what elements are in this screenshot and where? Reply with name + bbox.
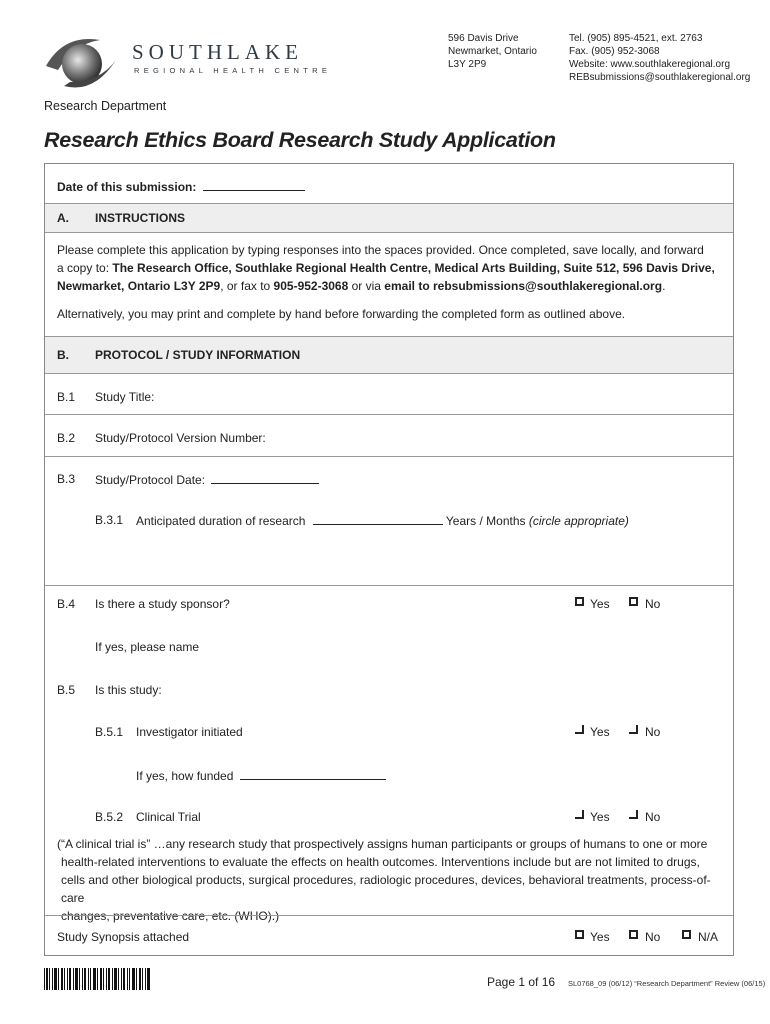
page-title: Research Ethics Board Research Study Application	[44, 128, 556, 152]
clinical-trial-label: Clinical Trial	[136, 810, 201, 824]
sponsor-no-checkbox[interactable]	[629, 597, 638, 606]
address-block: 596 Davis Drive Newmarket, Ontario L3Y 2P9	[448, 33, 537, 70]
b2-number: B.2	[57, 431, 76, 445]
investigator-initiated-label: Investigator initiated	[136, 725, 243, 739]
sponsor-yes-label: Yes	[590, 597, 610, 611]
instructions-alternative: Alternatively, you may print and complete by hand before forwarding the completed form as outlined above.	[57, 307, 626, 321]
b4-number: B.4	[57, 597, 76, 611]
date-submission-row: Date of this submission:	[57, 179, 305, 194]
b5-number: B.5	[57, 683, 76, 697]
investigator-yes-label: Yes	[590, 725, 610, 739]
section-b-letter: B.	[57, 348, 69, 362]
section-a-heading: INSTRUCTIONS	[95, 211, 185, 225]
study-title-label: Study Title:	[95, 390, 155, 404]
synopsis-no-checkbox[interactable]	[629, 930, 638, 939]
investigator-no-label: No	[645, 725, 661, 739]
synopsis-na-label: N/A	[698, 930, 719, 944]
protocol-date-row: Study/Protocol Date:	[95, 472, 319, 487]
b51-number: B.5.1	[95, 725, 124, 739]
department-label: Research Department	[44, 99, 167, 113]
southlake-logo-icon	[44, 30, 120, 94]
clinical-trial-definition: (“A clinical trial is” …any research study that prospectively assigns human participants or groups of humans to one or more health-related interventions to evaluate the effects on health outcomes. Interventions include but are not limited to drugs, cells and other biological products, surgical procedures, radiologic procedures, devices, behavioral treatments, process-of-care changes, preventative care, etc. (WHO).)	[57, 837, 711, 923]
b31-number: B.3.1	[95, 513, 124, 527]
barcode-icon	[44, 968, 151, 990]
investigator-no-checkbox[interactable]	[629, 725, 638, 734]
synopsis-label: Study Synopsis attached	[57, 930, 190, 944]
synopsis-na-checkbox[interactable]	[682, 930, 691, 939]
version-number-label: Study/Protocol Version Number:	[95, 431, 266, 445]
logo-name: SOUTHLAKE	[132, 40, 303, 64]
sponsor-name-label: If yes, please name	[95, 640, 200, 654]
section-a-letter: A.	[57, 211, 69, 225]
protocol-date-field[interactable]	[211, 472, 319, 484]
instructions-paragraph: Please complete this application by typing responses into the spaces provided. Once completed, save locally, and forward a copy to: The Research Office, Southlake Regional Health Centre, Medical Arts Building, Suite 512, 596 Davis Drive, Newmarket, Ontario L3Y 2P9, or fax to 905-952-3068 or via email to rebsubmissions@southlakeregional.org.	[57, 243, 715, 293]
form-code: SL0768_09 (06/12) “Research Department” Review (06/15)	[568, 979, 766, 988]
section-b-heading: PROTOCOL / STUDY INFORMATION	[95, 348, 301, 362]
funding-row: If yes, how funded	[136, 768, 386, 783]
b3-number: B.3	[57, 472, 76, 486]
study-type-label: Is this study:	[95, 683, 162, 697]
sponsor-yes-checkbox[interactable]	[575, 597, 584, 606]
duration-row: Anticipated duration of research Years / Months (circle appropriate)	[136, 514, 629, 528]
clinical-yes-label: Yes	[590, 810, 610, 824]
sponsor-no-label: No	[645, 597, 661, 611]
funding-field[interactable]	[240, 768, 386, 780]
synopsis-no-label: No	[645, 930, 661, 944]
duration-field[interactable]	[313, 513, 443, 525]
b52-number: B.5.2	[95, 810, 124, 824]
date-submission-field[interactable]	[203, 179, 305, 191]
synopsis-yes-label: Yes	[590, 930, 610, 944]
application-form	[44, 163, 734, 956]
page-number: Page 1 of 16	[487, 975, 556, 989]
clinical-yes-checkbox[interactable]	[575, 810, 584, 819]
clinical-no-label: No	[645, 810, 661, 824]
clinical-no-checkbox[interactable]	[629, 810, 638, 819]
synopsis-yes-checkbox[interactable]	[575, 930, 584, 939]
logo-subtitle: REGIONAL HEALTH CENTRE	[134, 66, 332, 75]
b1-number: B.1	[57, 390, 76, 404]
contact-block: Tel. (905) 895-4521, ext. 2763 Fax. (905) 952-3068 Website: www.southlakeregional.org REBsubmissions@southlakeregional.org	[569, 33, 751, 83]
investigator-yes-checkbox[interactable]	[575, 725, 584, 734]
sponsor-question: Is there a study sponsor?	[95, 597, 230, 611]
